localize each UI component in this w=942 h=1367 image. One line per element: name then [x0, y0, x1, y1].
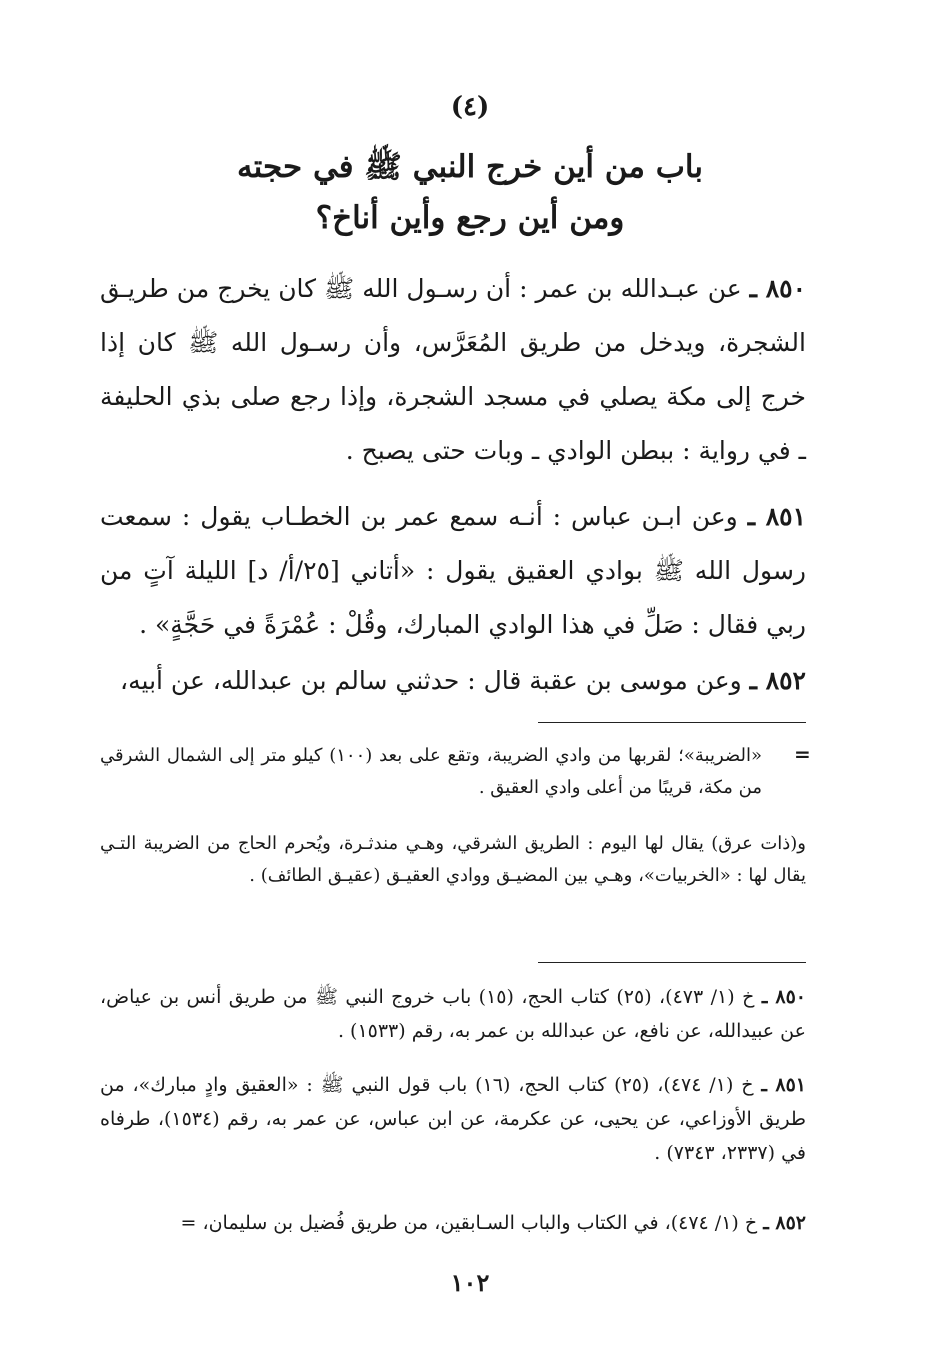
- hadith-number: ٨٥٠ ـ: [749, 274, 807, 303]
- reference-number: ٨٥١ ـ: [761, 1074, 806, 1096]
- reference-850: [100, 980, 806, 1048]
- reference-number: ٨٥٠ ـ: [761, 986, 807, 1008]
- reference-text: خ (١/ ٤٧٣)، (٢٥) كتاب الحج، (١٥) باب خروج النبي ﷺ من طريق أنس بن عياض، عن عبيدالله، عن نافع، عن عبدالله بن عمر به، رقم (١٥٣٣) .: [100, 986, 806, 1042]
- hadith-851: [100, 490, 806, 652]
- footnote-dhat-irq: و(ذات عرق) يقال لها اليوم : الطريق الشرقي، وهـي مندثـرة، ويُحرم الحاج من الضريبة التـي يقال لها : «الخربيات»، وهـي بين المضيـق ووادي العقيـق (عقيـق الطائف) .: [100, 833, 806, 886]
- reference-text: خ (١/ ٤٧٤)، في الكتاب والباب السـابقين، من طريق فُضيل بن سليمان، =: [180, 1212, 758, 1234]
- footnote-continuation: «الضريبة»؛ لقربها من وادي الضريبة، وتقع على بعد (١٠٠) كيلو متر إلى الشمال الشرقي من مكة، قريبًا من أعلى وادي العقيق .: [100, 745, 762, 798]
- reference-number: ٨٥٢ ـ: [763, 1212, 806, 1234]
- reference-text: خ (١/ ٤٧٤)، (٢٥) كتاب الحج، (١٦) باب قول النبي ﷺ : «العقيق وادٍ مبارك»، من طريق الأوزاعي، عن يحيى، عن عكرمة، عن ابن عباس، عن عمر به، رقم (١٥٣٤)، طرفاه في (٢٣٣٧، ٧٣٤٣) .: [100, 1074, 806, 1164]
- reference-851: [100, 1068, 806, 1170]
- chapter-title-line-1: باب من أين خرج النبي ﷺ في حجته: [237, 149, 703, 185]
- hadith-852: [100, 654, 806, 708]
- chapter-title-line-2: ومن أين رجع وأين أناخ؟: [315, 200, 625, 236]
- hadith-text: وعن موسى بن عقبة قال : حدثني سالم بن عبدالله، عن أبيه،: [120, 666, 742, 695]
- reference-852: [100, 1206, 806, 1240]
- chapter-number: (٤): [450, 92, 490, 122]
- page-number: ١٠٢: [450, 1268, 490, 1297]
- hadith-text: عن عبـدالله بن عمر : أن رسـول الله ﷺ كان يخرج من طريـق الشجرة، ويدخل من طريق المُعَرَّس، وأن رسـول الله ﷺ كان إذا خرج إلى مكة يصلي في مسجد الشجرة، وإذا رجع صلى بذي الحليفة ـ في رواية : ببطن الوادي ـ وبات حتى يصبح .: [100, 274, 806, 465]
- hadith-number: ٨٥١ ـ: [747, 502, 807, 531]
- hadith-text: وعن ابـن عباس : أنـه سمع عمر بن الخطـاب يقول : سمعت رسول الله ﷺ بوادي العقيق يقول : «أتاني [٢٥/أ/ د] الليلة آتٍ من ربي فقال : صَلِّ في هذا الوادي المبارك، وقُلْ : عُمْرَةً في حَجَّةٍ» .: [100, 502, 806, 639]
- footnote-continuation-marker: =: [794, 742, 811, 766]
- footnote-divider: [538, 722, 806, 723]
- hadith-850: [100, 262, 806, 478]
- hadith-number: ٨٥٢ ـ: [749, 666, 806, 695]
- references-divider: [538, 962, 806, 963]
